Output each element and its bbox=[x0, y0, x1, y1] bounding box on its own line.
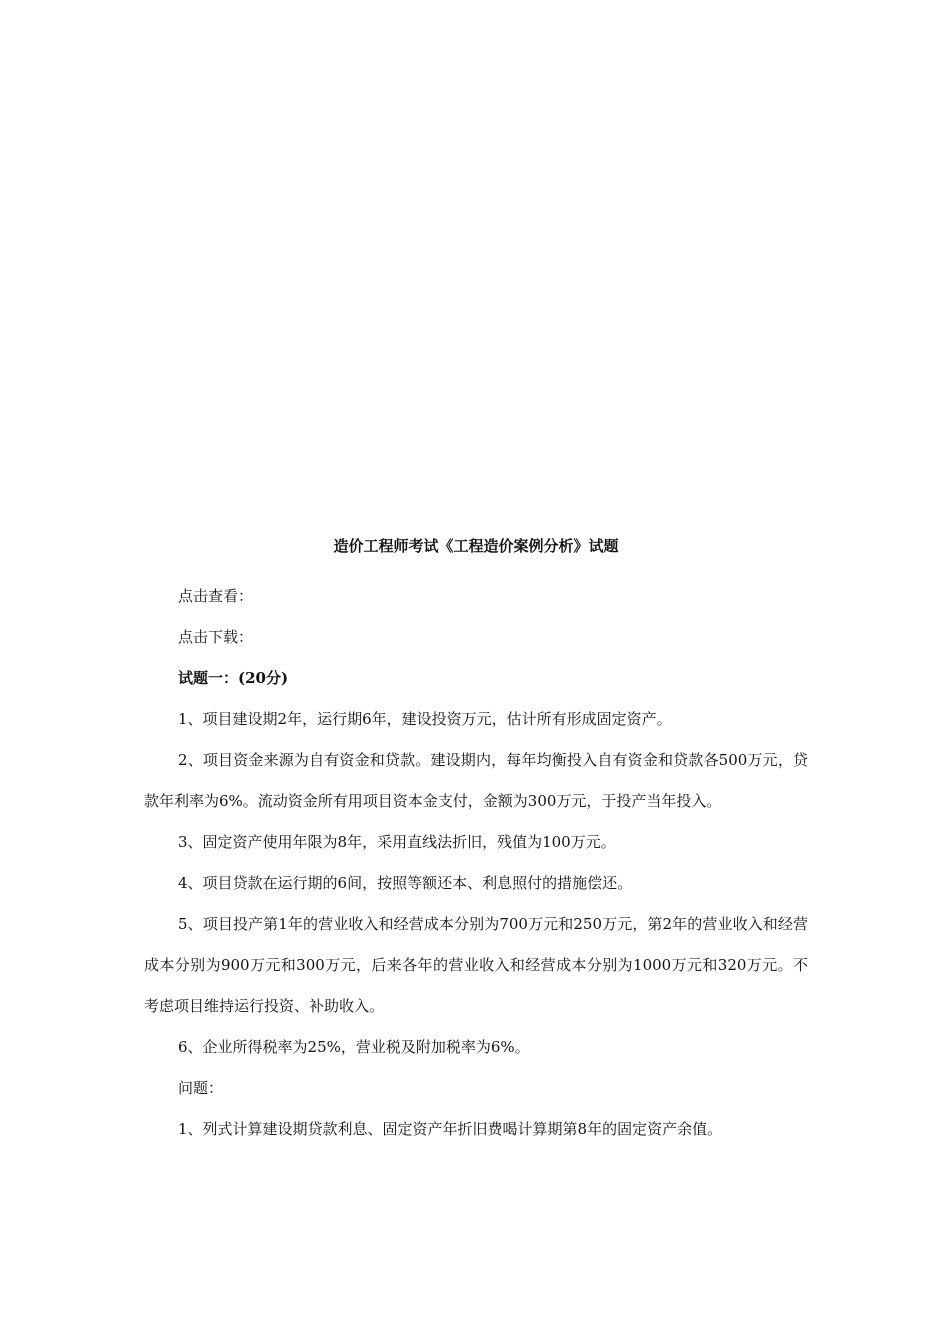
condition-item-4: 4、项目贷款在运行期的6间，按照等额还本、利息照付的措施偿还。 bbox=[178, 874, 633, 892]
condition-item-3: 3、固定资产使用年限为8年，采用直线法折旧，残值为100万元。 bbox=[178, 833, 616, 851]
condition-item-6: 6、企业所得税率为25%，营业税及附加税率为6%。 bbox=[178, 1038, 530, 1056]
condition-item-5: 5、项目投产第1年的营业收入和经营成本分别为700万元和250万元，第2年的营业收入和经营成本分别为900万元和300万元，后来各年的营业收入和经营成本分别为1000万元和320万元。不考虑项目维持运行投资、补助收入。 bbox=[144, 915, 808, 1015]
download-link-label: 点击下载： bbox=[178, 628, 254, 646]
condition-item-2: 2、项目资金来源为自有资金和贷款。建设期内，每年均衡投入自有资金和贷款各500万元，贷款年利率为6%。流动资金所有用项目资本金支付，金额为300万元，于投产当年投入。 bbox=[144, 751, 808, 810]
question-one-heading: 试题一：(20分) bbox=[178, 669, 289, 687]
questions-heading: 问题： bbox=[178, 1079, 224, 1097]
document-title: 造价工程师考试《工程造价案例分析》试题 bbox=[333, 537, 619, 555]
document-body bbox=[144, 536, 808, 1150]
question-item-1: 1、列式计算建设期贷款利息、固定资产年折旧费喝计算期第8年的固定资产余值。 bbox=[178, 1120, 723, 1138]
view-link-label: 点击查看： bbox=[178, 587, 254, 605]
condition-item-1: 1、项目建设期2年，运行期6年，建设投资万元，估计所有形成固定资产。 bbox=[178, 710, 672, 728]
